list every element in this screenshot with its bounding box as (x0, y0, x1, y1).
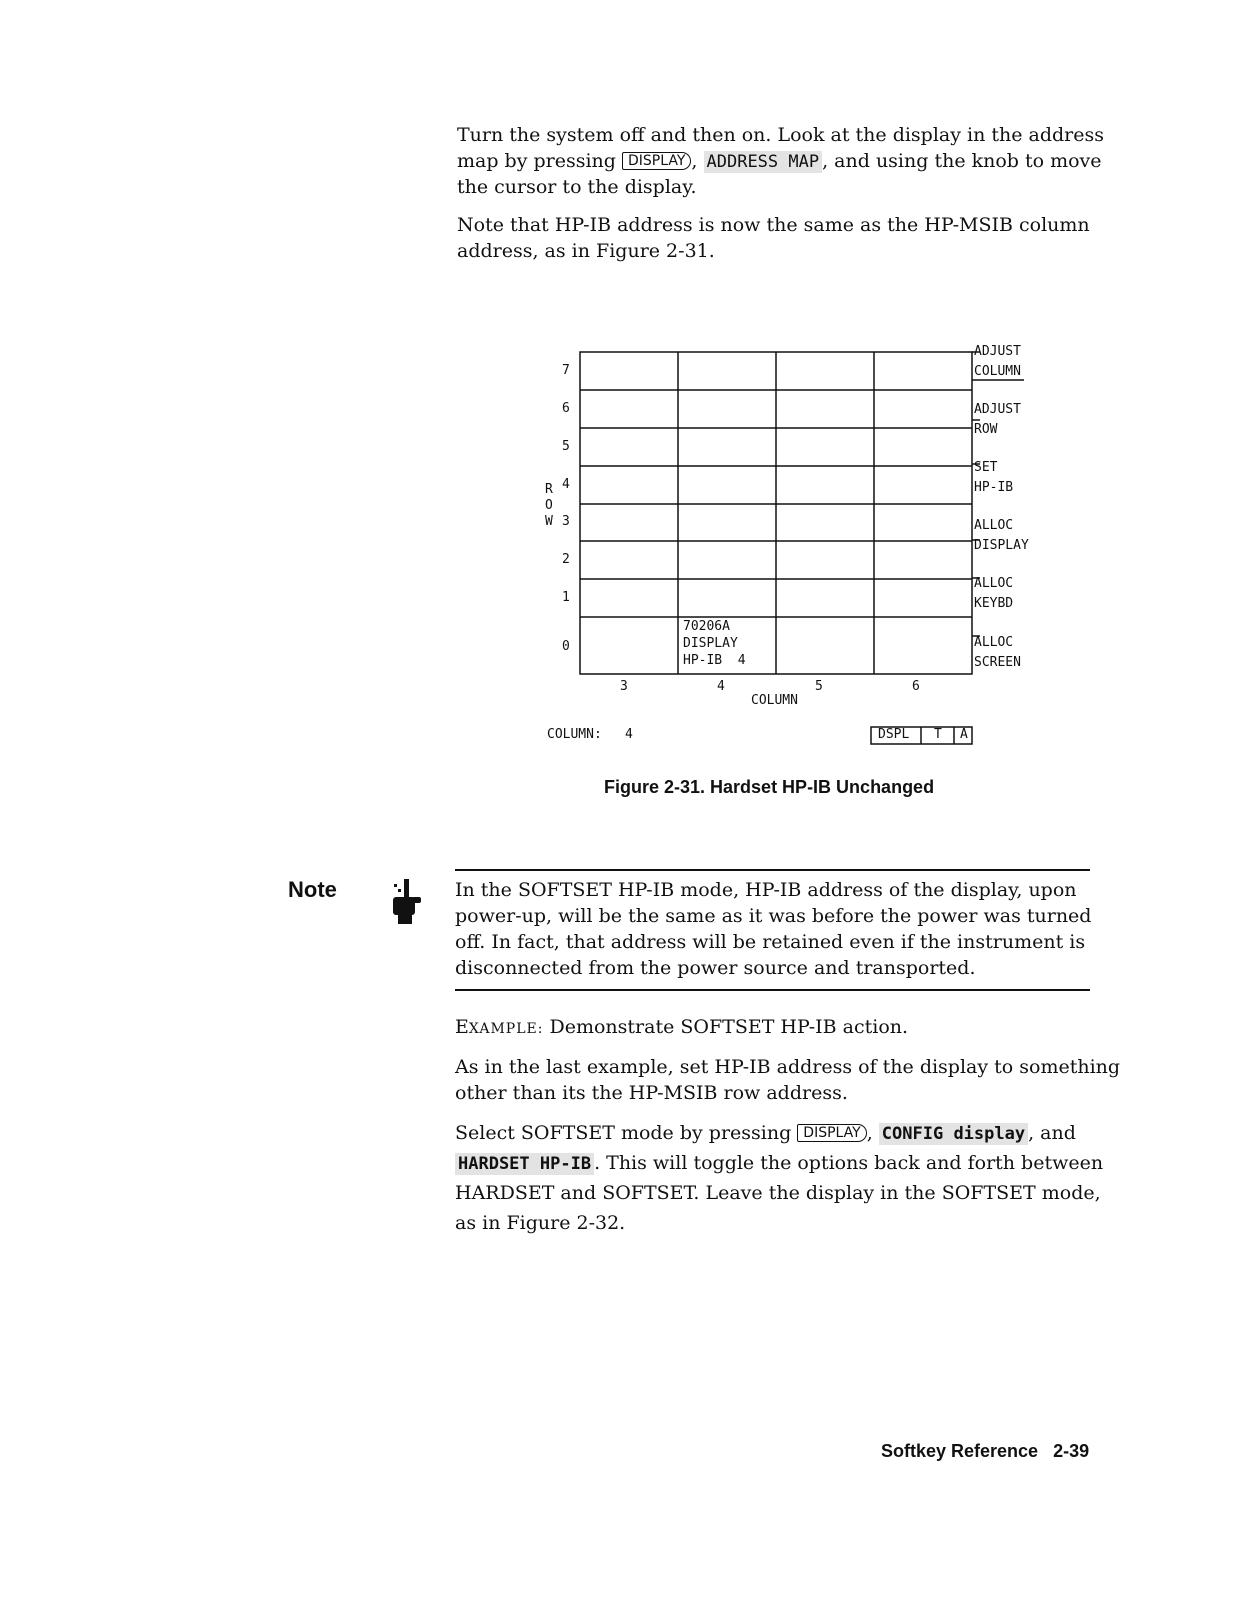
display-hardkey: DISPLAY (622, 152, 691, 170)
intro-sep: , (691, 150, 704, 172)
p3-sep: , (866, 1122, 879, 1144)
status-box-t: T (934, 727, 942, 742)
column-number: 6 (912, 679, 920, 694)
example-heading (455, 1014, 1115, 1042)
page-footer (881, 1441, 1089, 1462)
column-number: 5 (815, 679, 823, 694)
cell-device-address: HP-IB 4 (683, 653, 746, 668)
row-number: 0 (562, 639, 570, 654)
row-number: 1 (562, 590, 570, 605)
hardset-hpib-softkey: HARDSET HP-IB (455, 1153, 594, 1175)
row-axis-letter: R (545, 482, 553, 497)
note-label: Note (288, 877, 337, 902)
example-label-initial: E (455, 1016, 469, 1038)
cell-device-model: 70206A (683, 619, 730, 634)
row-number: 2 (562, 552, 570, 567)
softkey-adjust-column: ADJUST COLUMN (974, 344, 1021, 379)
column-axis-label: COLUMN (751, 693, 798, 708)
p3-text-b: . This will toggle the options back and forth between HARDSET and SOFTSET. Leave the display in the SOFTSET mode, as in Figure 2-32. (455, 1152, 1104, 1234)
row-number: 5 (562, 439, 570, 454)
display-hardkey-2: DISPLAY (797, 1124, 866, 1142)
intro-text-a: Turn the system off and then on. Look at the display in the address map by pressing (457, 124, 1105, 172)
address-map-grid (0, 0, 1237, 760)
intro-text-b: , and using the knob to move the cursor to the display. (457, 150, 1102, 198)
softkey-adjust-row: ADJUST ROW (974, 402, 1021, 437)
footer-section: Softkey Reference (881, 1441, 1039, 1461)
status-box-mode: DSPL (878, 727, 910, 742)
softkey-alloc-keybd: ALLOC KEYBD (974, 576, 1014, 611)
status-column-value: 4 (625, 727, 633, 742)
example-label-rest: XAMPLE: (468, 1021, 544, 1037)
column-number: 3 (620, 679, 628, 694)
row-number: 6 (562, 401, 570, 416)
footer-page-number: 2-39 (1053, 1441, 1090, 1461)
intro-paragraph-2: Note that HP-IB address is now the same as the HP-MSIB column address, as in Figure 2-31. (457, 214, 1090, 262)
config-display-softkey: CONFIG display (879, 1123, 1028, 1145)
pointing-hand-icon (390, 877, 426, 927)
softkey-alloc-display: ALLOC DISPLAY (974, 518, 1029, 553)
row-number: 3 (562, 514, 570, 529)
column-number: 4 (717, 679, 725, 694)
row-number: 4 (562, 477, 570, 492)
softkey-set-hpib: SET HP-IB (974, 460, 1014, 495)
p3-text-a: Select SOFTSET mode by pressing (455, 1122, 798, 1144)
p3-mid: , and (1028, 1122, 1076, 1144)
softkey-alloc-screen: ALLOC SCREEN (974, 635, 1021, 670)
example-paragraph-2: As in the last example, set HP-IB address of the display to something other than its the HP-MSIB row address. (455, 1056, 1121, 1104)
note-text: In the SOFTSET HP-IB mode, HP-IB address of the display, upon power-up, will be the same as it was before the power was turned off. In fact, that address will be retained even if the instrument is disconnected from the power source and transported. (455, 879, 1092, 979)
figure-caption: Figure 2-31. Hardset HP-IB Unchanged (604, 777, 935, 797)
example-paragraph-3 (455, 1118, 1125, 1238)
example-text: Demonstrate SOFTSET HP-IB action. (543, 1016, 909, 1038)
note-bottom-rule (455, 989, 1090, 991)
row-number: 7 (562, 363, 570, 378)
row-axis-letter: O (545, 498, 553, 513)
row-axis-letter: W (545, 514, 553, 529)
cell-device-type: DISPLAY (683, 636, 738, 651)
address-map-softkey: ADDRESS MAP (704, 151, 823, 173)
status-box-a: A (960, 727, 968, 742)
status-column-label: COLUMN: (547, 727, 602, 742)
note-top-rule (455, 869, 1090, 871)
